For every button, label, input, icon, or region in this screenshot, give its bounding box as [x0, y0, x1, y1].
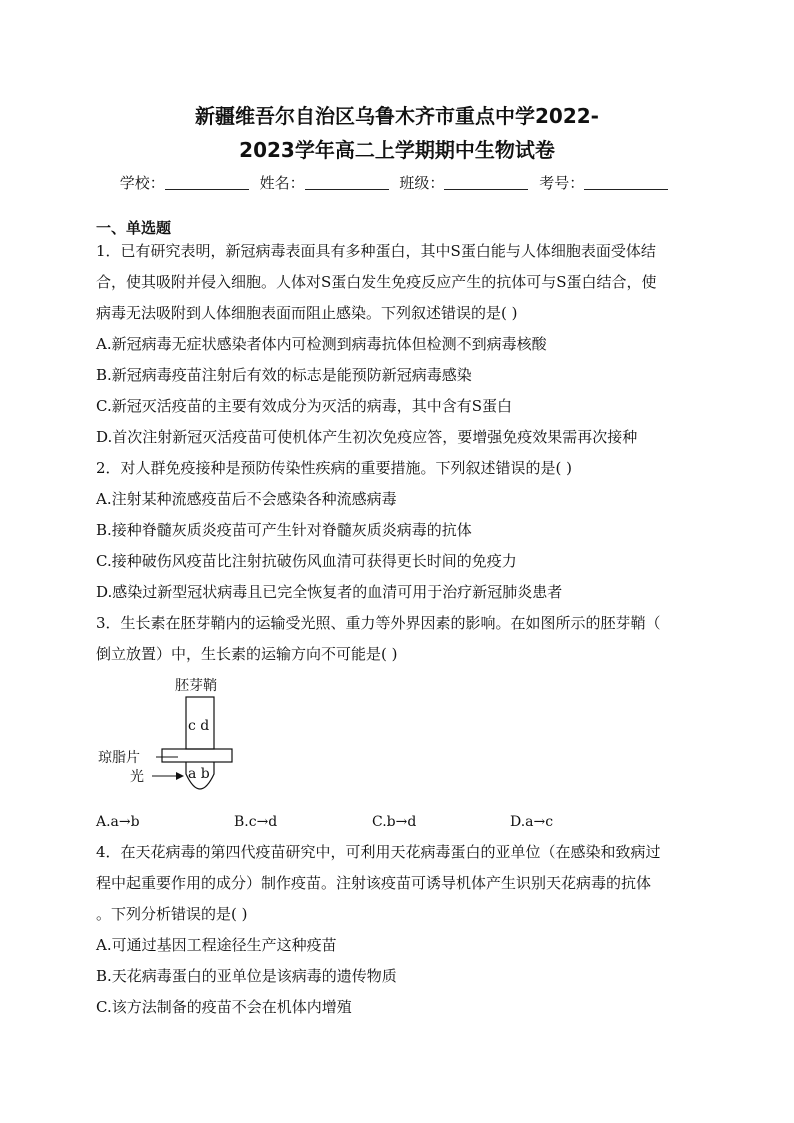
- q3-option-a[interactable]: A.a→b: [96, 814, 140, 830]
- q1-stem-line-2: 合，使其吸附并侵入细胞。人体对S蛋白发生免疫反应产生的抗体可与S蛋白结合，使: [96, 273, 657, 291]
- figure-label-light: 光: [130, 769, 144, 785]
- q4-stem-line-2: 程中起重要作用的成分）制作疫苗。注射该疫苗可诱导机体产生识别天花病毒的抗体: [96, 874, 652, 892]
- q1-option-b[interactable]: B.新冠病毒疫苗注射后有效的标志是能预防新冠病毒感染: [96, 366, 472, 384]
- q1-stem-line-1: 1．已有研究表明，新冠病毒表面具有多种蛋白，其中S蛋白能与人体细胞表面受体结: [96, 242, 656, 260]
- q3-stem-line-1: 3．生长素在胚芽鞘内的运输受光照、重力等外界因素的影响。在如图所示的胚芽鞘（: [96, 614, 661, 632]
- school-label: 学校：: [119, 174, 165, 192]
- q1-option-a[interactable]: A.新冠病毒无症状感染者体内可检测到病毒抗体但检测不到病毒核酸: [96, 335, 547, 353]
- q1-option-c[interactable]: C.新冠灭活疫苗的主要有效成分为灭活的病毒，其中含有S蛋白: [96, 397, 512, 415]
- name-label: 姓名：: [259, 174, 305, 192]
- figure-label-cd: c d: [188, 718, 210, 734]
- name-blank[interactable]: [305, 175, 389, 190]
- section-title: 一、单选题: [96, 219, 172, 237]
- q4-stem-line-3: 。下列分析错误的是( ): [96, 905, 248, 923]
- school-blank[interactable]: [165, 175, 249, 190]
- q2-stem: 2．对人群免疫接种是预防传染性疾病的重要措施。下列叙述错误的是( ): [96, 459, 573, 477]
- q2-option-b[interactable]: B.接种脊髓灰质炎疫苗可产生针对脊髓灰质炎病毒的抗体: [96, 521, 472, 539]
- class-label: 班级：: [399, 174, 445, 192]
- coleoptile-figure: [96, 670, 266, 805]
- q2-option-d[interactable]: D.感染过新型冠状病毒且已完全恢复者的血清可用于治疗新冠肺炎患者: [96, 583, 563, 601]
- light-arrow-head: [176, 772, 184, 780]
- student-info-row: [0, 172, 794, 193]
- figure-label-agar: 琼脂片: [98, 750, 140, 766]
- exam-number-blank[interactable]: [584, 175, 668, 190]
- q1-option-d[interactable]: D.首次注射新冠灭活疫苗可使机体产生初次免疫应答，要增强免疫效果需再次接种: [96, 428, 638, 446]
- q3-option-c[interactable]: C.b→d: [372, 814, 417, 830]
- exam-title-line-1: 新疆维吾尔自治区乌鲁木齐市重点中学2022-: [195, 104, 599, 128]
- q2-option-a[interactable]: A.注射某种流感疫苗后不会感染各种流感病毒: [96, 490, 397, 508]
- agar-block: [162, 749, 232, 762]
- q4-stem-line-1: 4．在天花病毒的第四代疫苗研究中，可利用天花病毒蛋白的亚单位（在感染和致病过: [96, 843, 661, 861]
- q1-stem-line-3: 病毒无法吸附到人体细胞表面而阻止感染。下列叙述错误的是( ): [96, 304, 518, 322]
- q3-option-b[interactable]: B.c→d: [234, 814, 278, 830]
- q4-option-b[interactable]: B.天花病毒蛋白的亚单位是该病毒的遗传物质: [96, 967, 397, 985]
- figure-label-ab: a b: [188, 766, 210, 782]
- q3-stem-line-2: 倒立放置）中，生长素的运输方向不可能是( ): [96, 645, 398, 663]
- figure-label-coleoptile: 胚芽鞘: [175, 678, 217, 694]
- q4-option-c[interactable]: C.该方法制备的疫苗不会在机体内增殖: [96, 998, 352, 1016]
- q3-options-row: [96, 814, 648, 830]
- q4-option-a[interactable]: A.可通过基因工程途径生产这种疫苗: [96, 936, 337, 954]
- exam-title-line-2: 2023学年高二上学期期中生物试卷: [239, 138, 555, 162]
- q2-option-c[interactable]: C.接种破伤风疫苗比注射抗破伤风血清可获得更长时间的免疫力: [96, 552, 517, 570]
- exam-number-label: 考号：: [539, 174, 585, 192]
- q3-option-d[interactable]: D.a→c: [510, 814, 554, 830]
- class-blank[interactable]: [444, 175, 528, 190]
